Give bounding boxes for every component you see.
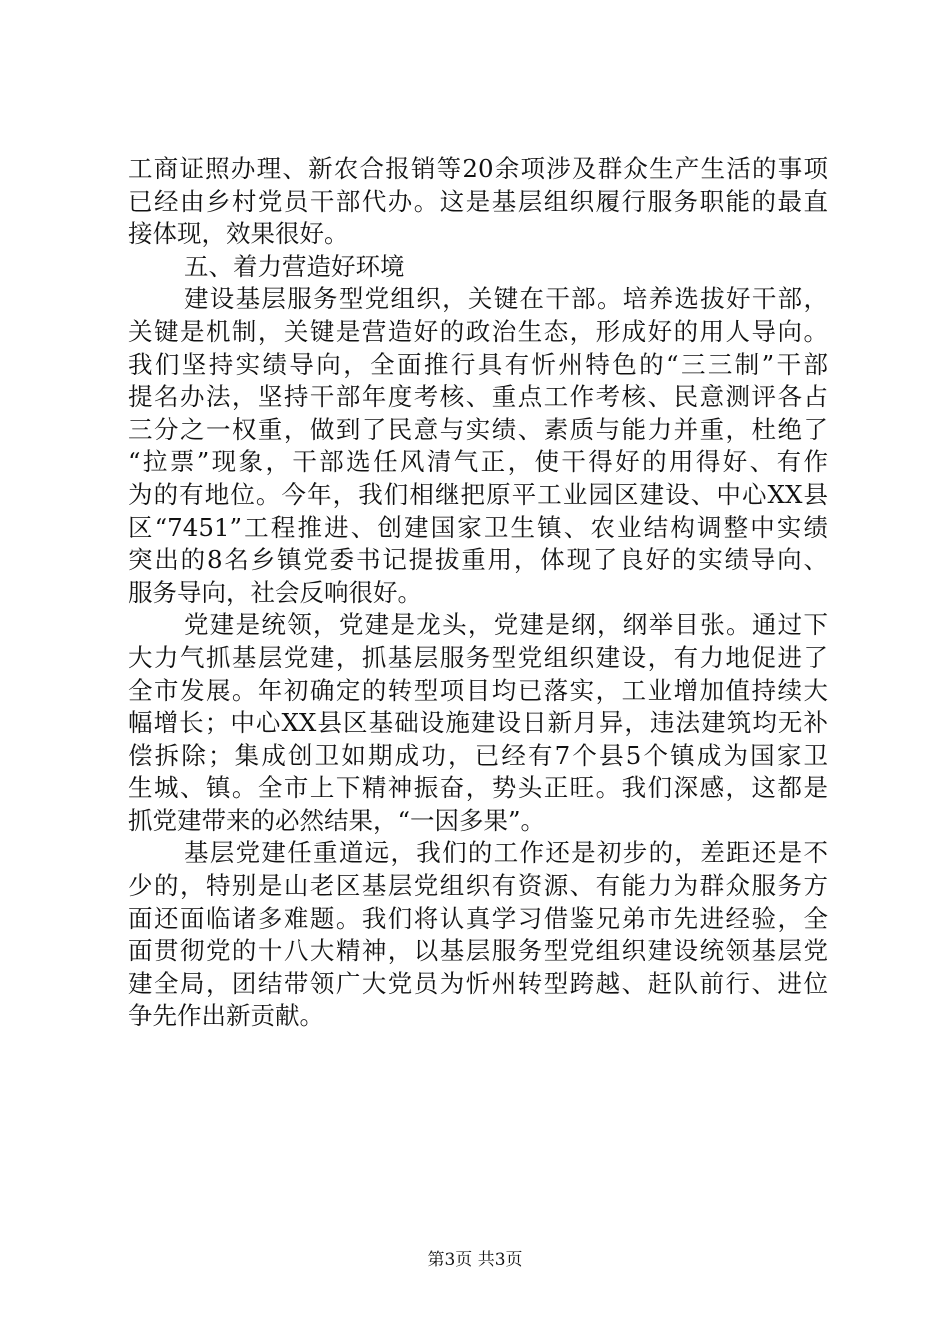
text-line: “拉票”现象，干部选任风清气正，使干得好的用得好、有作 xyxy=(128,447,828,477)
text-line: 大力气抓基层党建，抓基层服务型党组织建设，有力地促进了 xyxy=(128,642,828,672)
text-line: 基层党建任重道远，我们的工作还是初步的，差距还是不 xyxy=(184,838,828,868)
paragraph xyxy=(128,837,828,1033)
text-line: 区“7451”工程推进、创建国家卫生镇、农业结构调整中实绩 xyxy=(128,512,828,542)
text-line: 已经由乡村党员干部代办。这是基层组织履行服务职能的最直 xyxy=(128,186,828,216)
text-line: 全市发展。年初确定的转型项目均已落实，工业增加值持续大 xyxy=(128,675,828,705)
text-line: 接体现，效果很好。 xyxy=(128,219,349,249)
text-line: 我们坚持实绩导向，全面推行具有忻州特色的“三三制”干部 xyxy=(128,349,828,379)
text-line: 幅增长；中心XX县区基础设施建设日新月异，违法建筑均无补 xyxy=(128,708,828,738)
text-line: 面贯彻党的十八大精神，以基层服务型党组织建设统领基层党 xyxy=(128,936,828,966)
paragraph xyxy=(128,283,828,609)
text-line: 为的有地位。今年，我们相继把原平工业园区建设、中心XX县 xyxy=(128,479,828,509)
text-line: 三分之一权重，做到了民意与实绩、素质与能力并重，杜绝了 xyxy=(128,414,828,444)
text-line: 突出的8名乡镇党委书记提拔重用，体现了良好的实绩导向、 xyxy=(128,545,828,575)
text-line: 生城、镇。全市上下精神振奋，势头正旺。我们深感，这都是 xyxy=(128,773,828,803)
text-line: 工商证照办理、新农合报销等20余项涉及群众生产生活的事项 xyxy=(128,154,828,183)
text-line: 关键是机制，关键是营造好的政治生态，形成好的用人导向。 xyxy=(128,316,828,346)
text-line: 少的，特别是山老区基层党组织有资源、有能力为群众服务方 xyxy=(128,871,828,901)
text-line: 建全局，团结带领广大党员为忻州转型跨越、赶队前行、进位 xyxy=(128,968,828,998)
text-line: 争先作出新贡献。 xyxy=(128,1001,324,1031)
paragraph xyxy=(128,609,828,837)
text-line: 偿拆除；集成创卫如期成功，已经有7个县5个镇成为国家卫 xyxy=(128,740,828,770)
text-line: 服务导向，社会反响很好。 xyxy=(128,577,422,607)
section-heading xyxy=(128,251,828,284)
page-footer: 第3页 共3页 xyxy=(427,1250,523,1270)
text-line: 抓党建带来的必然结果，“一因多果”。 xyxy=(128,805,546,835)
paragraph xyxy=(128,153,828,251)
text-line: 面还面临诸多难题。我们将认真学习借鉴兄弟市先进经验，全 xyxy=(128,903,828,933)
document-body xyxy=(128,153,828,1033)
text-line: 提名办法，坚持干部年度考核、重点工作考核、民意测评各占 xyxy=(128,382,828,412)
text-line: 五、着力营造好环境 xyxy=(184,251,405,281)
text-line: 党建是统领，党建是龙头，党建是纲，纲举目张。通过下 xyxy=(184,610,828,640)
text-line: 建设基层服务型党组织，关键在干部。培养选拔好干部， xyxy=(184,284,828,314)
